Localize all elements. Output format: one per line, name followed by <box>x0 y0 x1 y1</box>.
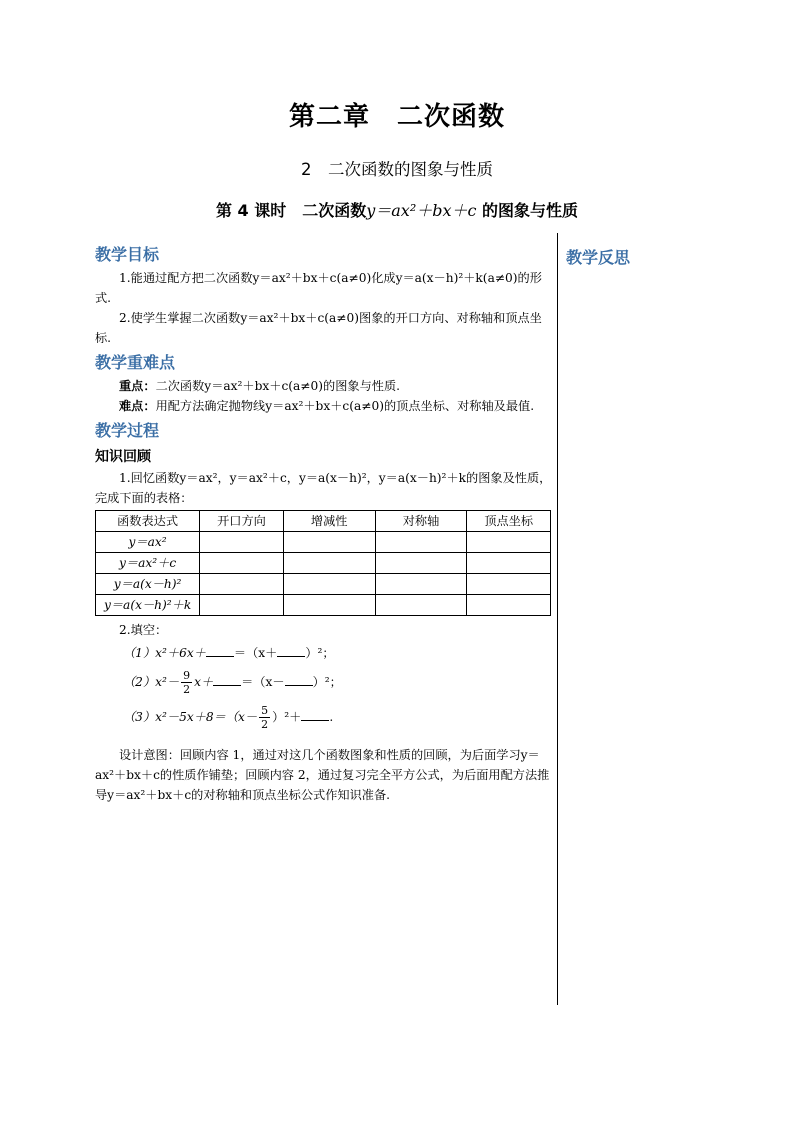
chapter-title: 第二章 二次函数 <box>288 102 505 132</box>
denominator: 2 <box>183 683 191 696</box>
table-cell <box>283 553 375 574</box>
design-intent: 设计意图：回顾内容 1，通过对这几个函数图象和性质的回顾，为后面学习y＝ax²＋bx＋c的性质作铺垫；回顾内容 2，通过复习完全平方公式，为后面用配方法推导y＝ax²＋bx＋c的对称轴和顶点坐标公式作知识准备. <box>95 748 550 802</box>
key-text: 二次函数y＝ax²＋bx＋c(a≠0)的图象与性质. <box>155 379 401 393</box>
answer-blank[interactable] <box>206 642 234 657</box>
lesson-prefix: 第 4 课时 二次函数 <box>215 201 367 220</box>
key-point <box>95 376 553 396</box>
table-cell: y＝ax²＋c <box>96 553 200 574</box>
fill-item-3 <box>123 704 553 731</box>
table-header: 顶点坐标 <box>467 511 551 532</box>
goal-item: 2.使学生掌握二次函数y＝ax²＋bx＋c(a≠0)图象的开口方向、对称轴和顶点坐标. <box>95 311 542 345</box>
table-cell <box>200 574 284 595</box>
table-header-row <box>96 511 551 532</box>
fill-text: （3）x²－5x＋8＝（x－ <box>123 710 258 724</box>
table-cell: y＝a(x－h)² <box>96 574 200 595</box>
fill-item-2 <box>123 669 553 696</box>
denominator: 2 <box>261 718 269 731</box>
table-cell <box>375 532 467 553</box>
table-cell <box>375 553 467 574</box>
table-cell <box>283 532 375 553</box>
table-cell <box>375 595 467 616</box>
table-header: 开口方向 <box>200 511 284 532</box>
column-divider <box>557 233 558 1005</box>
table-row <box>96 532 551 553</box>
numerator: 9 <box>183 669 191 682</box>
table-cell <box>200 553 284 574</box>
main-column <box>95 240 553 805</box>
answer-blank[interactable] <box>285 671 313 686</box>
review-subheading: 知识回顾 <box>95 449 151 465</box>
key-label: 重点： <box>119 379 156 393</box>
fill-item-1 <box>123 642 553 663</box>
table-cell <box>467 532 551 553</box>
reflection-heading: 教学反思 <box>566 248 631 267</box>
hard-point <box>95 396 553 416</box>
answer-blank[interactable] <box>277 642 305 657</box>
fill-text: . <box>329 710 334 724</box>
table-cell <box>200 595 284 616</box>
review-question-2: 2.填空： <box>119 623 168 637</box>
fraction <box>181 669 192 696</box>
table-cell <box>200 532 284 553</box>
table-header: 增减性 <box>283 511 375 532</box>
lesson-suffix: 的图象与性质 <box>476 201 579 220</box>
lesson-title <box>0 198 794 221</box>
fill-text: ）²； <box>305 646 335 660</box>
goal-item: 1.能通过配方把二次函数y＝ax²＋bx＋c(a≠0)化成y＝a(x－h)²＋k(a≠0)的形式. <box>95 271 542 305</box>
table-row <box>96 574 551 595</box>
hard-label: 难点： <box>119 399 156 413</box>
table-header: 函数表达式 <box>96 511 200 532</box>
fill-text: x＋ <box>194 675 214 689</box>
table-cell <box>283 595 375 616</box>
lesson-formula: y＝ax²＋bx＋c <box>366 201 477 220</box>
keypoints-heading: 教学重难点 <box>95 353 176 372</box>
goals-heading: 教学目标 <box>95 245 160 264</box>
fill-text: ）²＋ <box>272 710 302 724</box>
table-row <box>96 595 551 616</box>
table-row <box>96 553 551 574</box>
fill-text: （2）x²－ <box>123 675 180 689</box>
table-cell <box>467 574 551 595</box>
hard-text: 用配方法确定抛物线y＝ax²＋bx＋c(a≠0)的顶点坐标、对称轴及最值. <box>155 399 535 413</box>
table-cell <box>375 574 467 595</box>
table-cell <box>283 574 375 595</box>
table-cell <box>467 553 551 574</box>
fill-text: ＝（x－ <box>241 675 285 689</box>
review-table <box>95 510 551 616</box>
fill-text: （1）x²＋6x＋ <box>123 646 206 660</box>
numerator: 5 <box>261 704 269 717</box>
answer-blank[interactable] <box>213 671 241 686</box>
process-heading: 教学过程 <box>95 421 160 440</box>
table-cell <box>467 595 551 616</box>
table-header: 对称轴 <box>375 511 467 532</box>
table-cell: y＝ax² <box>96 532 200 553</box>
answer-blank[interactable] <box>301 706 329 721</box>
fill-text: ＝（x＋ <box>233 646 278 660</box>
review-question-1: 1.回忆函数y＝ax²，y＝ax²＋c，y＝a(x－h)²，y＝a(x－h)²＋k的图象及性质，完成下面的表格： <box>95 471 552 505</box>
fraction <box>259 704 270 731</box>
fill-text: ）²； <box>312 675 342 689</box>
section-title: 2 二次函数的图象与性质 <box>301 160 493 179</box>
table-cell: y＝a(x－h)²＋k <box>96 595 200 616</box>
